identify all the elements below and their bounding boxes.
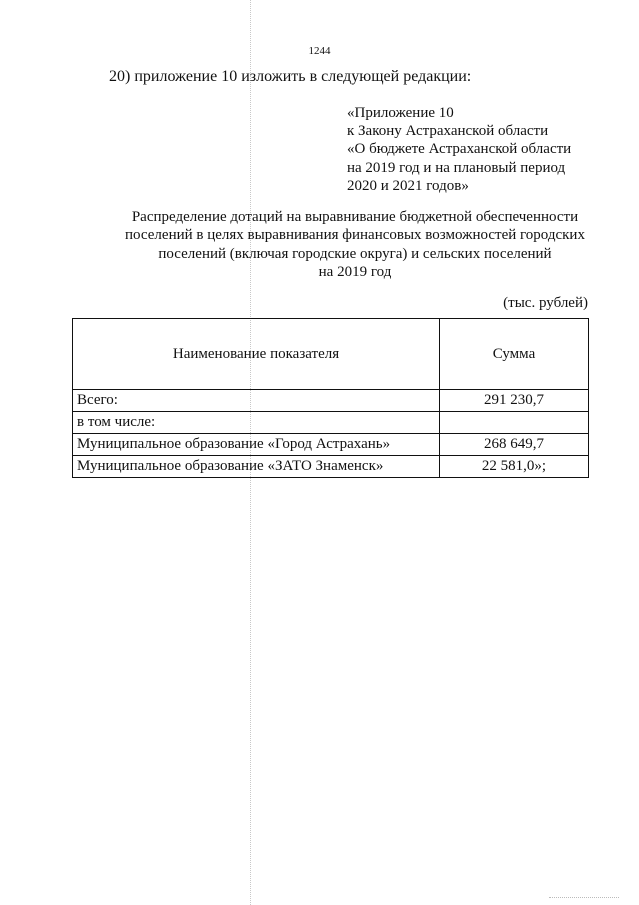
title-line: поселений в целях выравнивания финансовых возможностей городских <box>125 227 585 244</box>
appendix-line: 2020 и 2021 годов» <box>347 177 469 194</box>
appendix-line: к Закону Астраханской области <box>347 123 549 140</box>
table-row <box>73 412 589 434</box>
header-amount: Сумма <box>440 319 589 390</box>
row-amount: 268 649,7 <box>440 434 589 456</box>
page-number: 1244 <box>308 45 331 57</box>
document-title <box>60 208 639 282</box>
table-row <box>73 390 589 412</box>
row-name: Муниципальное образование «Город Астрахань» <box>73 434 440 456</box>
appendix-reference <box>347 104 571 195</box>
row-name: Муниципальное образование «ЗАТО Знаменск» <box>73 456 440 478</box>
table-header-row <box>73 319 589 390</box>
appendix-line: на 2019 год и на плановый период <box>347 159 566 176</box>
subsidy-table <box>72 318 589 478</box>
title-line: Распределение дотаций на выравнивание бюджетной обеспеченности <box>131 209 579 225</box>
table-row <box>73 434 589 456</box>
row-amount <box>440 412 589 434</box>
header-indicator-name: Наименование показателя <box>73 319 440 390</box>
row-amount: 22 581,0»; <box>440 456 589 478</box>
scan-artifact <box>549 897 619 898</box>
units-label: (тыс. рублей) <box>503 295 588 311</box>
title-line: на 2019 год <box>318 264 392 281</box>
table-row <box>73 456 589 478</box>
appendix-line: «Приложение 10 <box>347 105 454 121</box>
amendment-intro: 20) приложение 10 изложить в следующей редакции: <box>109 68 472 85</box>
row-name: в том числе: <box>73 412 440 434</box>
appendix-line: «О бюджете Астраханской области <box>347 141 572 158</box>
row-name: Всего: <box>73 390 440 412</box>
row-amount: 291 230,7 <box>440 390 589 412</box>
title-line: поселений (включая городские округа) и сельских поселений <box>158 245 552 262</box>
